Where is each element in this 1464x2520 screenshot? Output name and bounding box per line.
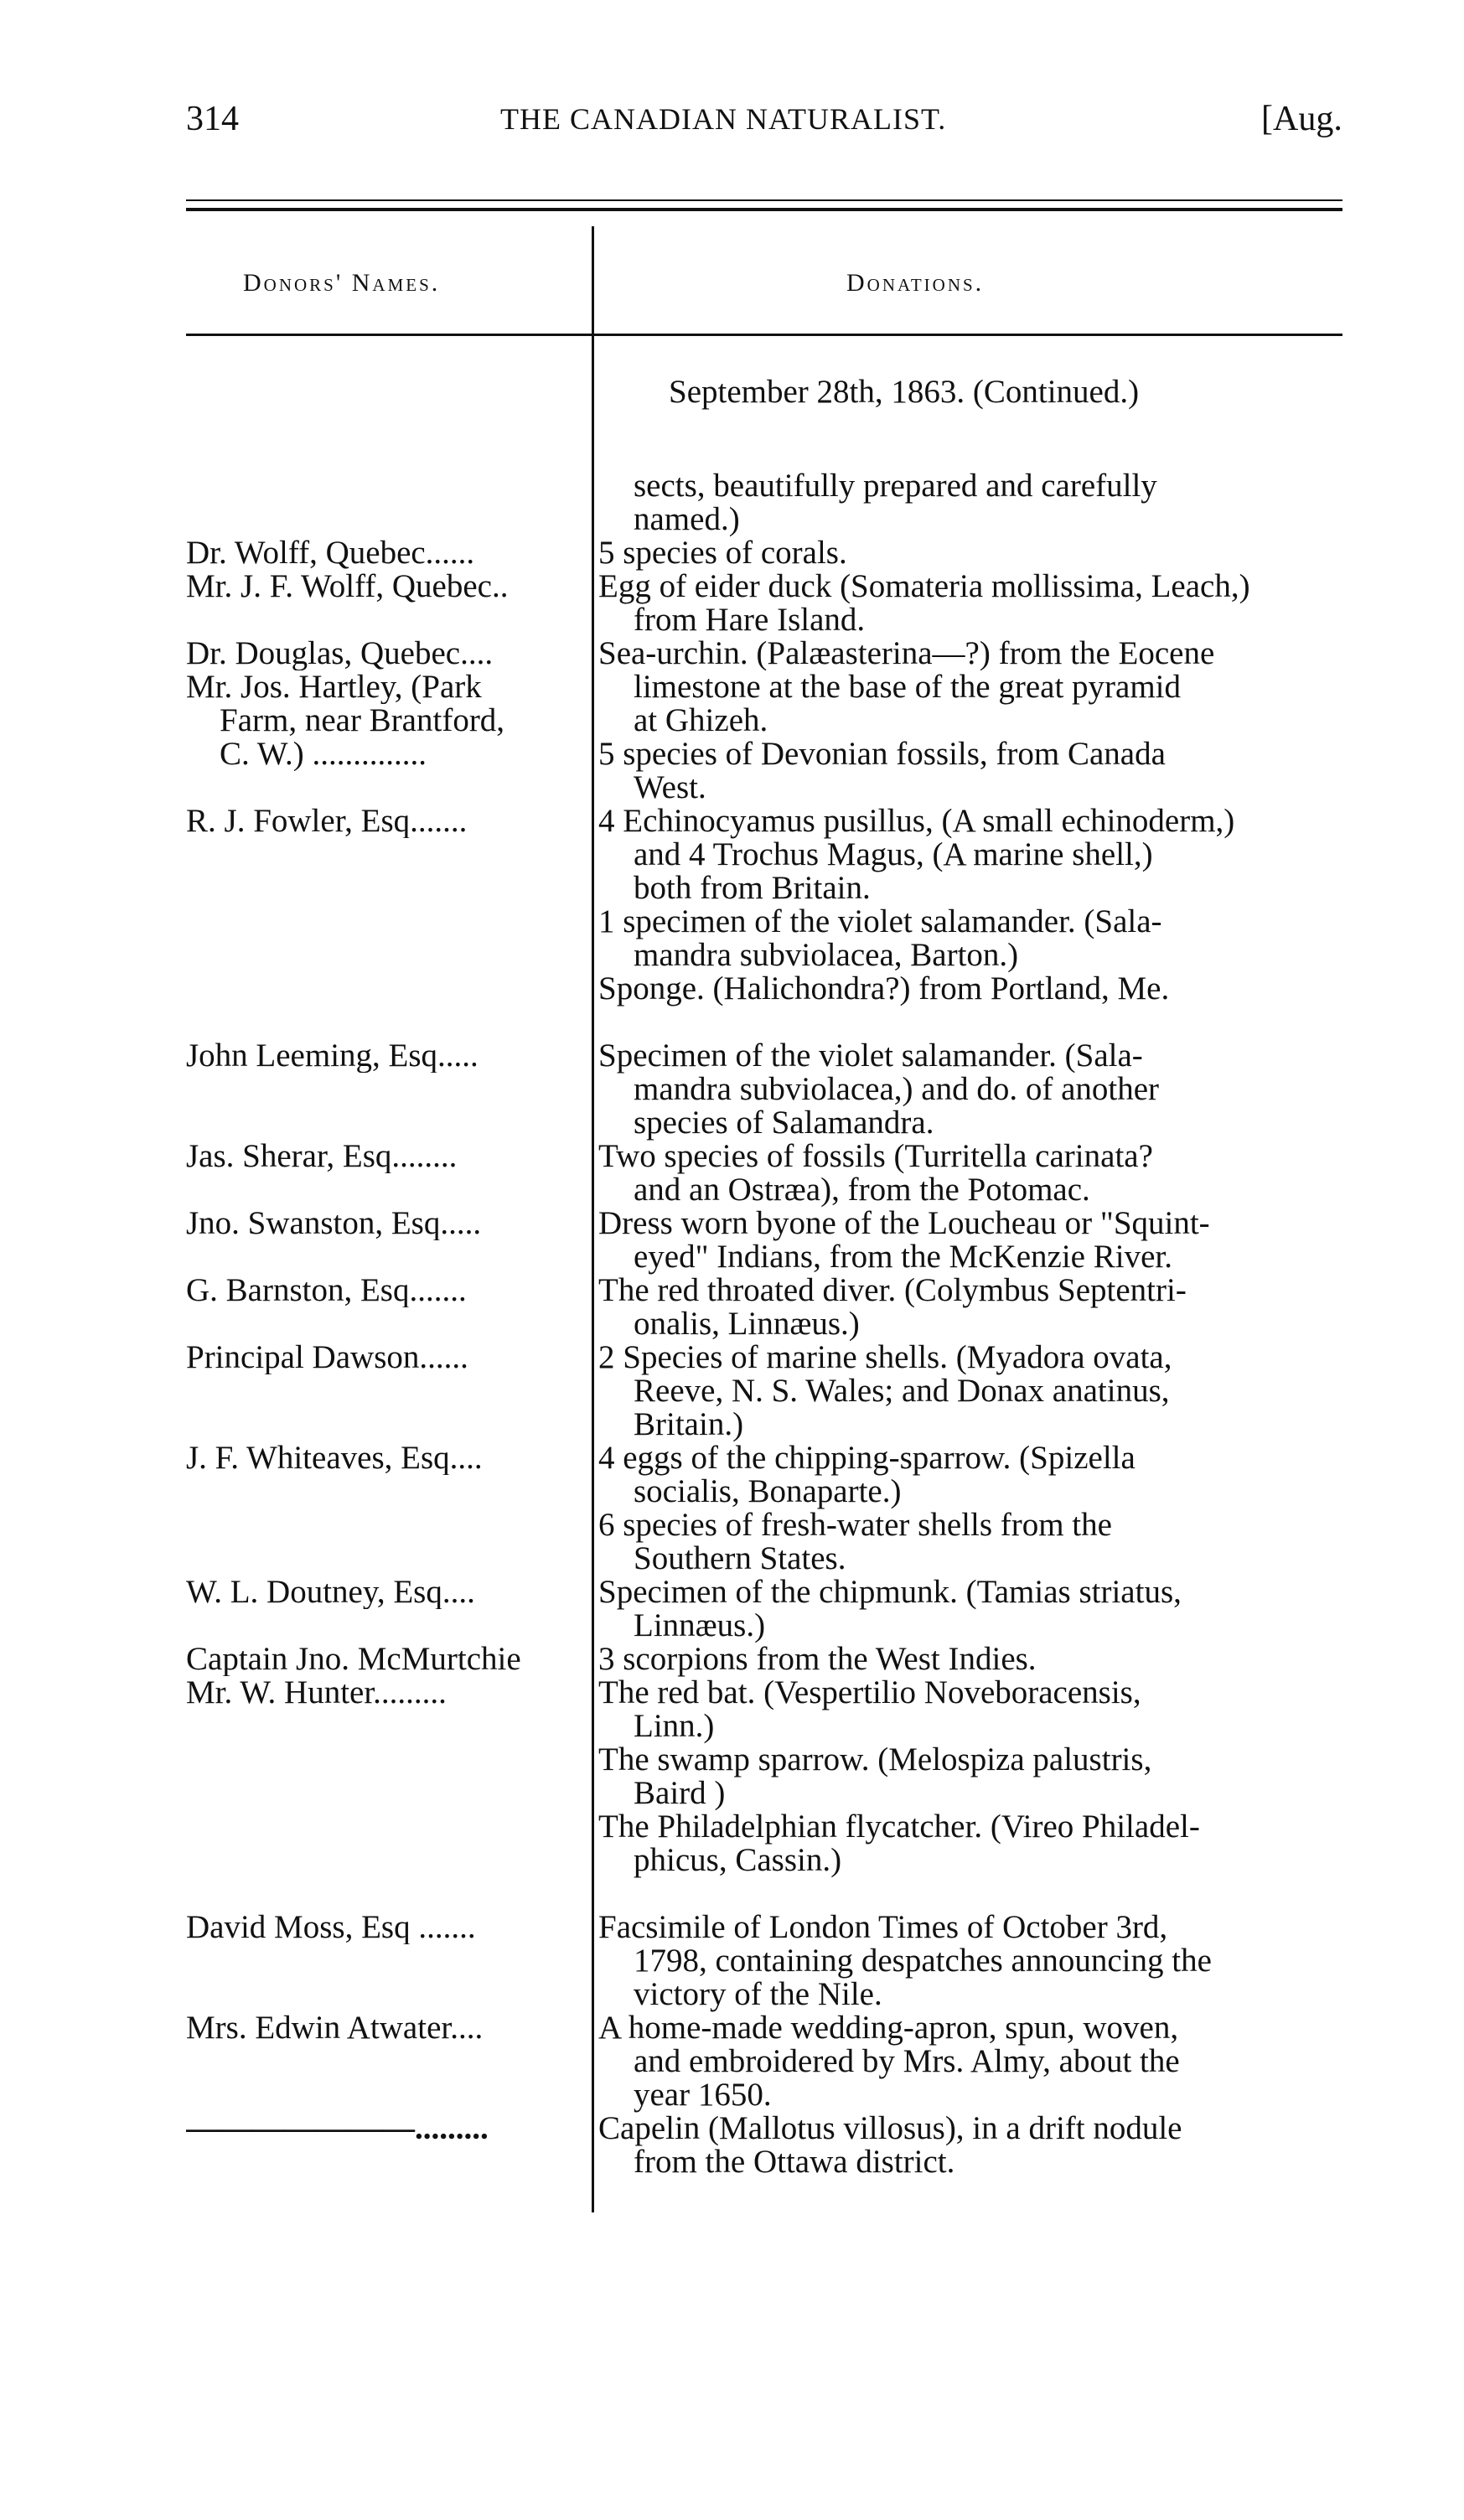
donor-name: Principal Dawson...... <box>186 1341 468 1374</box>
donation-line: phicus, Cassin.) <box>634 1842 842 1878</box>
donation-entry <box>598 1676 1353 1743</box>
donation-line: year 1650. <box>634 2077 772 2113</box>
donation-entry <box>598 737 1353 805</box>
donation-entry <box>598 2011 1353 2112</box>
donation-line: 3 scorpions from the West Indies. <box>598 1641 1037 1677</box>
donor-name: Dr. Douglas, Quebec.... <box>186 637 494 670</box>
donation-line: The Philadelphian flycatcher. (Vireo Philadel- <box>598 1809 1200 1845</box>
donation-line: both from Britain. <box>634 870 871 906</box>
donor-name: R. J. Fowler, Esq....... <box>186 805 468 838</box>
donation-line: Baird ) <box>634 1775 726 1811</box>
donation-line: The red throated diver. (Colymbus Septentri- <box>598 1272 1187 1308</box>
donation-entry <box>598 536 1353 570</box>
donor-name: Mrs. Edwin Atwater.... <box>186 2011 484 2045</box>
date-line: September 28th, 1863. (Continued.) <box>669 374 1140 410</box>
donation-line: A home-made wedding-apron, spun, woven, <box>598 2010 1179 2046</box>
donation-line: sects, beautifully prepared and carefully <box>634 468 1157 504</box>
donation-line: Southern States. <box>634 1540 846 1576</box>
donation-line: Dress worn byone of the Loucheau or "Squint- <box>598 1205 1210 1241</box>
donation-line: onalis, Linnæus.) <box>634 1306 860 1342</box>
donor-name: Mr. J. F. Wolff, Quebec.. <box>186 570 509 603</box>
donation-entry <box>598 1810 1353 1877</box>
issue-month: [Aug. <box>1261 100 1342 138</box>
column-divider <box>592 226 594 2212</box>
page-number: 314 <box>186 100 239 138</box>
donation-line: at Ghizeh. <box>634 702 768 738</box>
donation-line: from Hare Island. <box>634 602 866 638</box>
donation-entry <box>598 1441 1353 1508</box>
donation-line: The red bat. (Vespertilio Noveboracensis, <box>598 1674 1141 1710</box>
donor-name: John Leeming, Esq..... <box>186 1039 479 1073</box>
donation-entry <box>598 1643 1353 1676</box>
donation-line: Two species of fossils (Turritella carinata? <box>598 1138 1153 1174</box>
donation-line: 4 Echinocyamus pusillus, (A small echinoderm,) <box>598 803 1235 839</box>
donation-entry <box>598 1576 1353 1643</box>
donation-entry <box>598 469 1353 536</box>
donor-name: G. Barnston, Esq....... <box>186 1274 467 1307</box>
donation-line: Sponge. (Halichondra?) from Portland, Me. <box>598 970 1170 1006</box>
donation-line: 1 specimen of the violet salamander. (Sala- <box>598 903 1162 939</box>
donation-line: eyed" Indians, from the McKenzie River. <box>634 1239 1172 1275</box>
donation-line: 5 species of Devonian fossils, from Canada <box>598 736 1166 772</box>
donation-line: Linn.) <box>634 1708 715 1744</box>
donation-line: Britain.) <box>634 1406 744 1442</box>
donation-entry <box>598 1911 1353 2011</box>
header-rule-thin <box>186 199 1342 201</box>
donation-line: victory of the Nile. <box>634 1976 882 2012</box>
donation-line: 1798, containing despatches announcing the <box>634 1943 1212 1979</box>
donation-entry <box>598 1341 1353 1441</box>
donor-name-line: Farm, near Brantford, <box>220 704 505 737</box>
donation-line: limestone at the base of the great pyramid <box>634 669 1182 705</box>
donor-name: Mr. W. Hunter......... <box>186 1676 447 1710</box>
donation-entry <box>598 972 1353 1006</box>
donation-entry <box>598 2112 1353 2179</box>
donation-line: mandra subviolacea,) and do. of another <box>634 1071 1160 1107</box>
donation-line: Capelin (Mallotus villosus), in a drift nodule <box>598 2110 1182 2146</box>
donation-line: Linnæus.) <box>634 1607 766 1643</box>
donation-line: 2 Species of marine shells. (Myadora ovata, <box>598 1339 1172 1375</box>
running-title: THE CANADIAN NATURALIST. <box>500 102 947 136</box>
donation-line: 6 species of fresh-water shells from the <box>598 1507 1112 1543</box>
donation-line: species of Salamandra. <box>634 1105 934 1141</box>
donor-name: ———————......... <box>186 2112 489 2145</box>
donation-line: and 4 Trochus Magus, (A marine shell,) <box>634 836 1153 872</box>
donation-line: from the Ottawa district. <box>634 2144 955 2180</box>
donation-line: Egg of eider duck (Somateria mollissima, Leach,) <box>598 568 1250 604</box>
donor-name: Jno. Swanston, Esq..... <box>186 1207 482 1240</box>
donation-line: Reeve, N. S. Wales; and Donax anatinus, <box>634 1373 1170 1409</box>
column-heading-donors: Donors' Names. <box>243 269 441 297</box>
donor-name: Jas. Sherar, Esq........ <box>186 1140 458 1173</box>
donation-entry <box>598 1274 1353 1341</box>
donation-entry <box>598 1508 1353 1576</box>
donation-line: West. <box>634 769 706 805</box>
donation-line: and embroidered by Mrs. Almy, about the <box>634 2043 1180 2079</box>
donation-entry <box>598 637 1353 737</box>
donation-line: mandra subviolacea, Barton.) <box>634 937 1019 973</box>
donation-line: Specimen of the chipmunk. (Tamias striatus, <box>598 1574 1182 1610</box>
donor-name-line: C. W.) .............. <box>220 737 427 771</box>
column-heading-donations: Donations. <box>846 269 985 297</box>
donation-entry <box>598 570 1353 637</box>
donation-line: Sea-urchin. (Palæasterina—?) from the Eocene <box>598 635 1215 671</box>
donation-entry <box>598 1140 1353 1207</box>
header-rule-thick <box>186 208 1342 211</box>
donation-line: Specimen of the violet salamander. (Sala- <box>598 1037 1143 1074</box>
donation-line: 4 eggs of the chipping-sparrow. (Spizella <box>598 1440 1136 1476</box>
donation-line: The swamp sparrow. (Melospiza palustris, <box>598 1741 1152 1777</box>
donation-line: named.) <box>634 501 740 537</box>
donation-entry <box>598 1743 1353 1810</box>
donation-entry <box>598 1039 1353 1140</box>
donation-entry <box>598 805 1353 905</box>
donation-line: Facsimile of London Times of October 3rd, <box>598 1909 1168 1945</box>
column-heading-rule <box>186 334 1342 336</box>
donation-entry <box>598 1207 1353 1274</box>
donor-name: W. L. Doutney, Esq.... <box>186 1576 475 1609</box>
donor-name: Captain Jno. McMurtchie <box>186 1643 521 1676</box>
donor-name: David Moss, Esq ....... <box>186 1911 476 1944</box>
donor-name: Dr. Wolff, Quebec...... <box>186 536 475 570</box>
donation-line: socialis, Bonaparte.) <box>634 1473 902 1509</box>
donation-line: 5 species of corals. <box>598 535 847 571</box>
donor-name: J. F. Whiteaves, Esq.... <box>186 1441 483 1475</box>
donation-entry <box>598 905 1353 972</box>
donation-line: and an Ostræa), from the Potomac. <box>634 1172 1090 1208</box>
donor-name-line: Mr. Jos. Hartley, (Park <box>186 670 482 704</box>
